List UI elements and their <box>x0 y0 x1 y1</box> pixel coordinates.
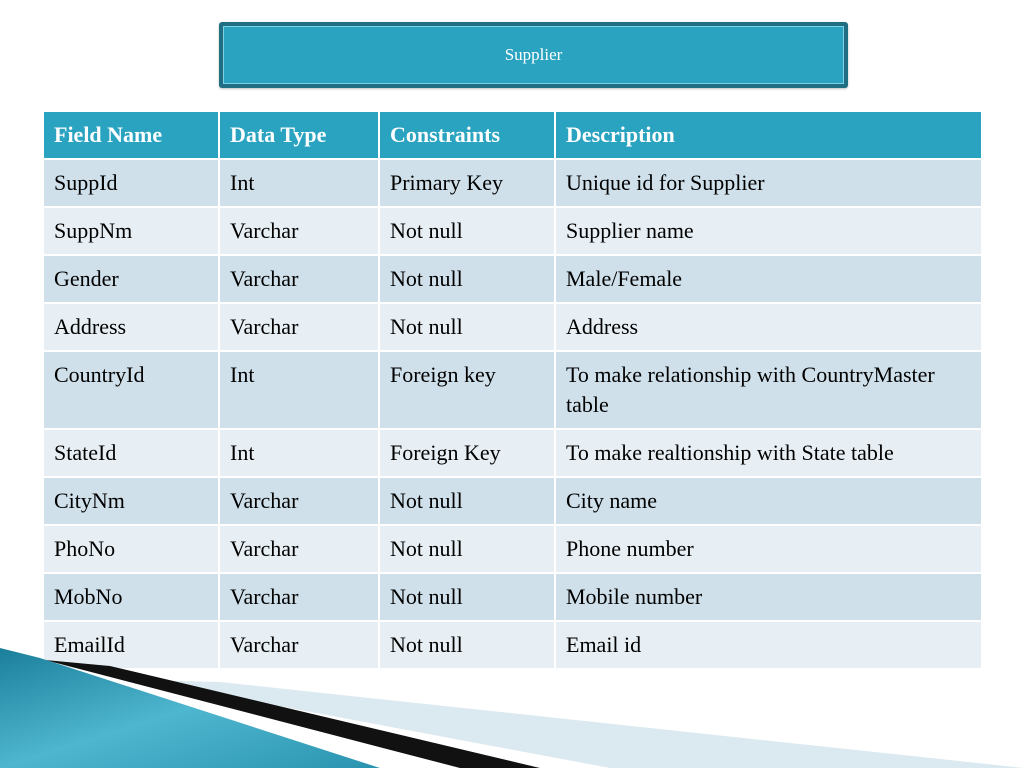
cell-description: Phone number <box>555 525 982 573</box>
cell-constraints: Foreign Key <box>379 429 555 477</box>
decorative-swoosh <box>0 640 1024 768</box>
cell-constraints: Not null <box>379 621 555 669</box>
cell-field-name: CountryId <box>43 351 219 429</box>
cell-description: Mobile number <box>555 573 982 621</box>
cell-field-name: SuppId <box>43 159 219 207</box>
cell-field-name: SuppNm <box>43 207 219 255</box>
cell-description: Email id <box>555 621 982 669</box>
cell-description: To make realtionship with State table <box>555 429 982 477</box>
cell-data-type: Varchar <box>219 255 379 303</box>
header-field-name: Field Name <box>43 111 219 159</box>
cell-constraints: Not null <box>379 477 555 525</box>
cell-description: City name <box>555 477 982 525</box>
cell-constraints: Not null <box>379 303 555 351</box>
supplier-table <box>42 110 983 670</box>
table-row <box>43 159 982 207</box>
slide-title-box <box>219 22 848 88</box>
cell-constraints: Not null <box>379 573 555 621</box>
slide-title: Supplier <box>223 26 844 84</box>
table-row <box>43 477 982 525</box>
cell-description: Address <box>555 303 982 351</box>
table-row <box>43 573 982 621</box>
cell-field-name: EmailId <box>43 621 219 669</box>
cell-data-type: Int <box>219 159 379 207</box>
cell-field-name: StateId <box>43 429 219 477</box>
cell-constraints: Not null <box>379 207 555 255</box>
cell-data-type: Int <box>219 429 379 477</box>
table-row <box>43 207 982 255</box>
cell-field-name: PhoNo <box>43 525 219 573</box>
cell-description: Male/Female <box>555 255 982 303</box>
cell-data-type: Varchar <box>219 477 379 525</box>
cell-constraints: Primary Key <box>379 159 555 207</box>
cell-constraints: Not null <box>379 525 555 573</box>
cell-data-type: Varchar <box>219 621 379 669</box>
cell-data-type: Varchar <box>219 303 379 351</box>
table-row <box>43 255 982 303</box>
header-constraints: Constraints <box>379 111 555 159</box>
cell-description: Unique id for Supplier <box>555 159 982 207</box>
cell-field-name: MobNo <box>43 573 219 621</box>
header-description: Description <box>555 111 982 159</box>
cell-description: Supplier name <box>555 207 982 255</box>
cell-field-name: Address <box>43 303 219 351</box>
cell-field-name: Gender <box>43 255 219 303</box>
cell-data-type: Varchar <box>219 573 379 621</box>
header-data-type: Data Type <box>219 111 379 159</box>
cell-constraints: Not null <box>379 255 555 303</box>
table-row <box>43 525 982 573</box>
cell-field-name: CityNm <box>43 477 219 525</box>
table-row <box>43 429 982 477</box>
cell-description: To make relationship with CountryMaster table <box>555 351 982 429</box>
table-row <box>43 303 982 351</box>
table-row <box>43 351 982 429</box>
cell-constraints: Foreign key <box>379 351 555 429</box>
table-header-row <box>43 111 982 159</box>
cell-data-type: Varchar <box>219 207 379 255</box>
cell-data-type: Int <box>219 351 379 429</box>
cell-data-type: Varchar <box>219 525 379 573</box>
